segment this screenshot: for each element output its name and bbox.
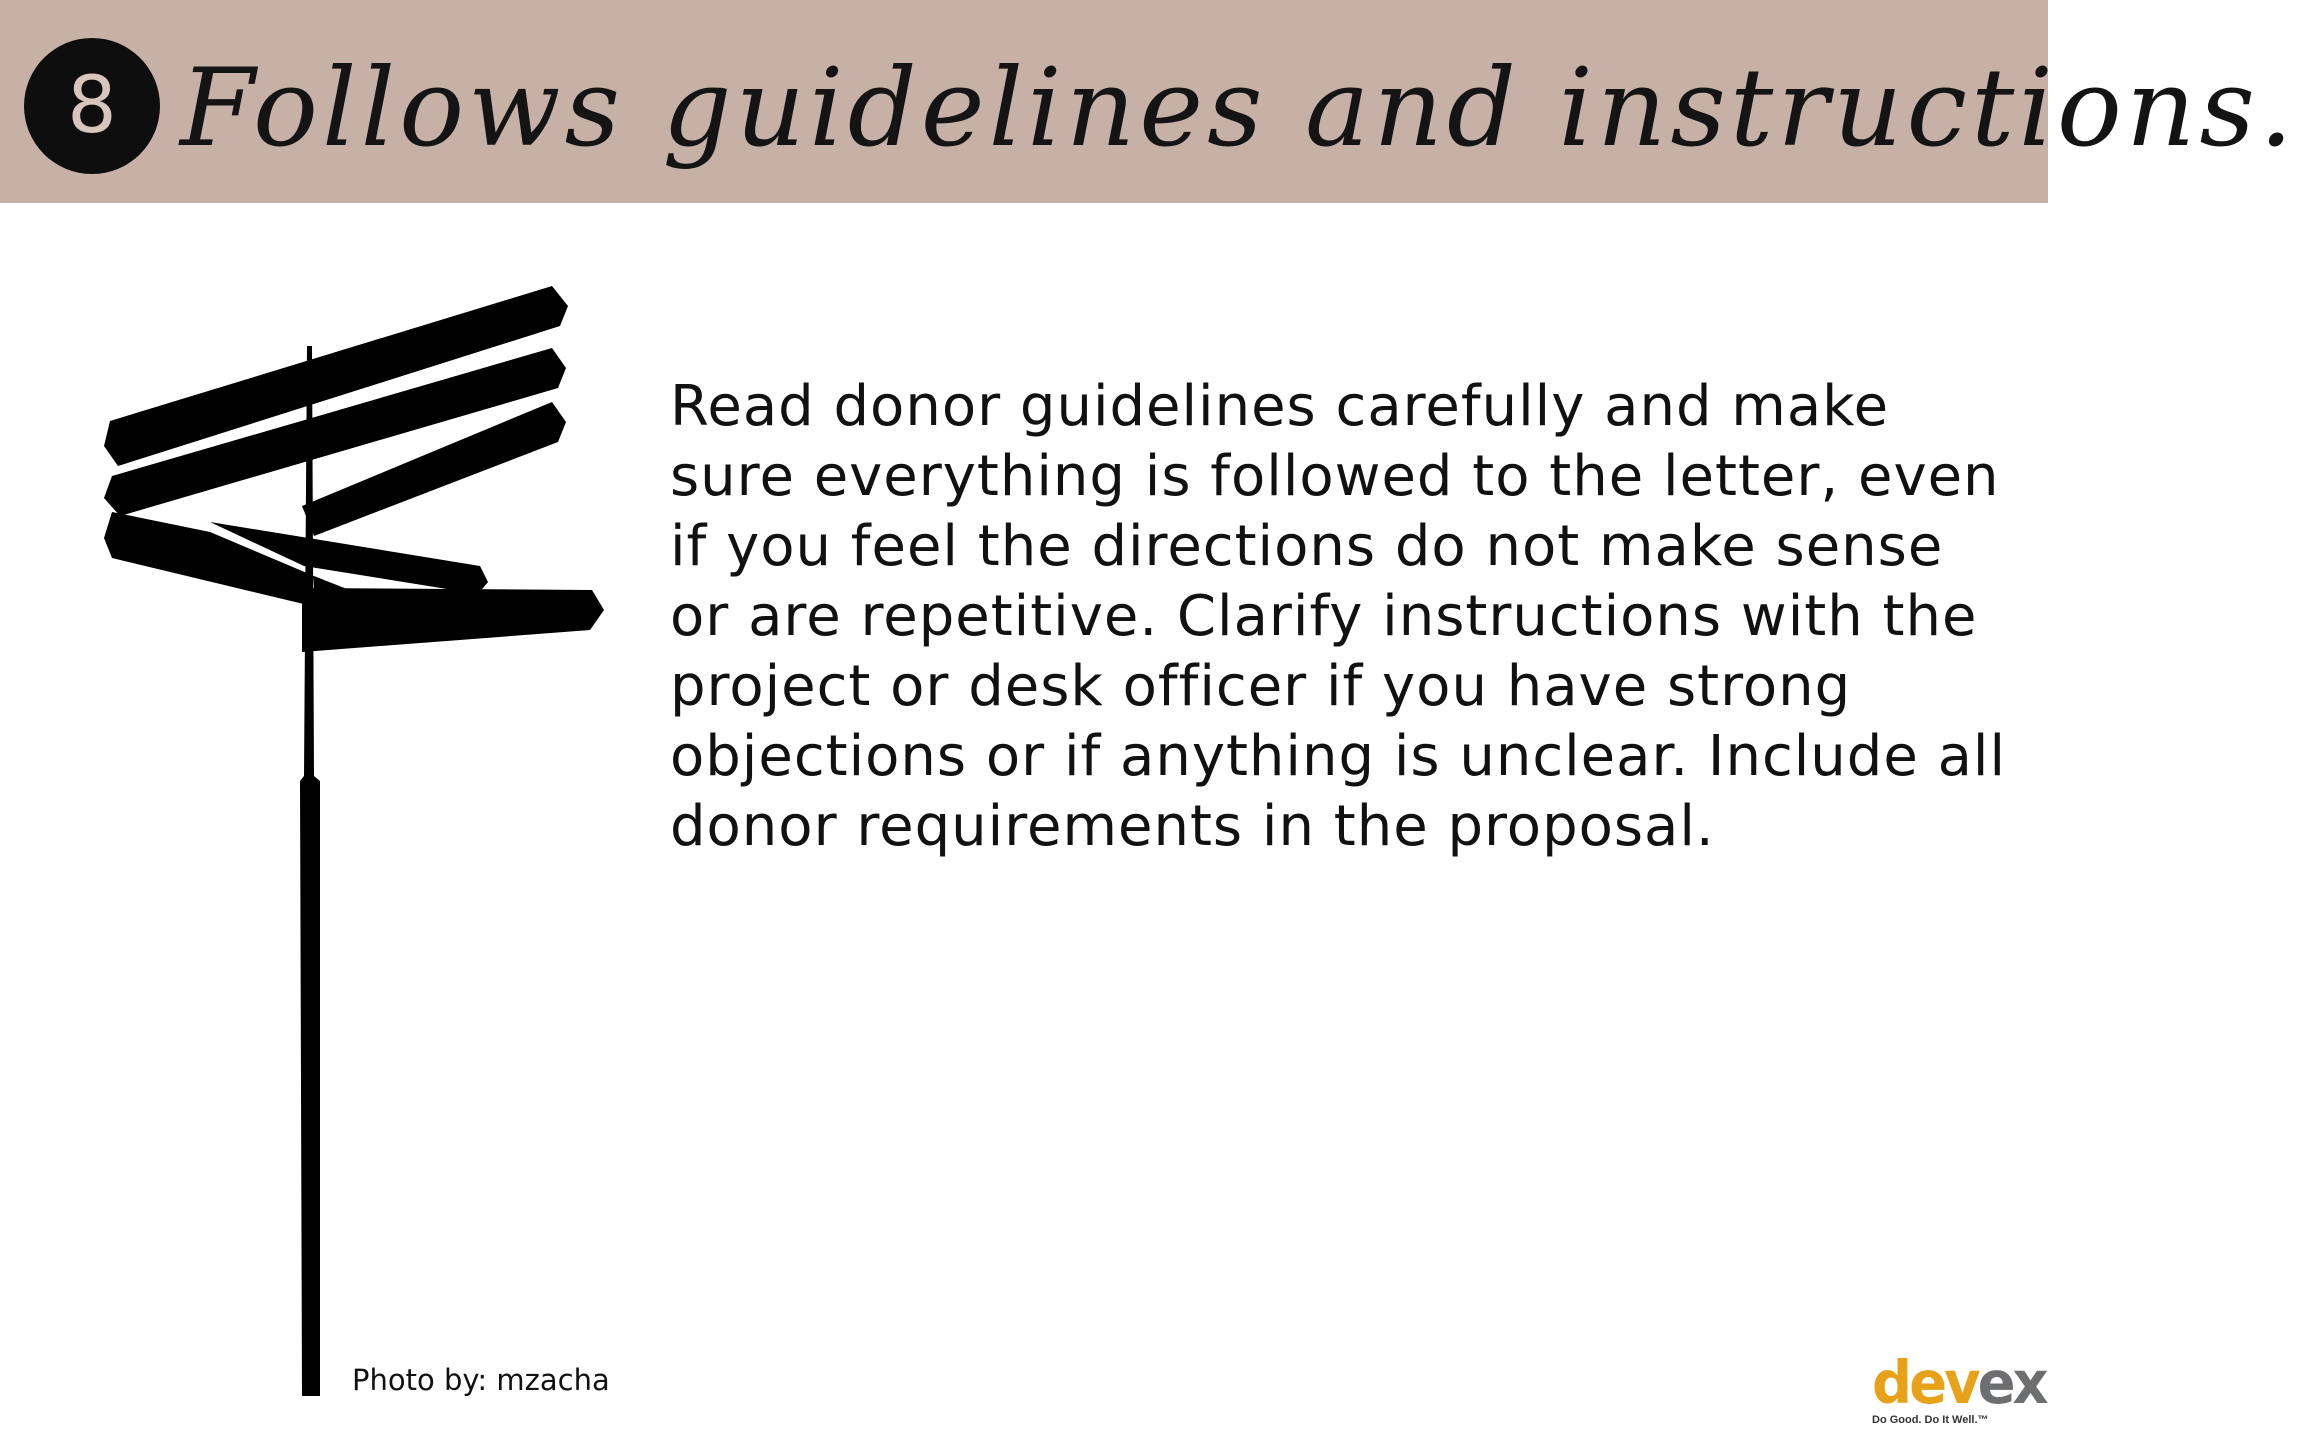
photo-credit: Photo by: mzacha (352, 1363, 610, 1397)
signpost-silhouette-icon (90, 276, 630, 1406)
paragraph-line: objections or if anything is unclear. Include all (670, 724, 2007, 789)
paragraph-line: if you feel the directions do not make sense (670, 514, 1944, 579)
logo-tagline: Do Good. Do It Well.™ (1872, 1414, 1989, 1426)
paragraph-line: sure everything is followed to the letter, even (670, 444, 2000, 509)
logo-word-part1: dev (1872, 1349, 1978, 1418)
logo-wordmark (1872, 1349, 2046, 1418)
logo-word-part2: ex (1977, 1349, 2046, 1418)
paragraph-line: Read donor guidelines carefully and make (670, 374, 1890, 439)
number-badge-label: 8 (67, 61, 117, 151)
body-paragraph (670, 372, 2020, 862)
signpost-arm-4 (104, 512, 314, 606)
paragraph-line: donor requirements in the proposal. (670, 794, 1715, 859)
number-badge (24, 38, 160, 174)
paragraph-line: project or desk officer if you have strong (670, 654, 1852, 719)
devex-logo (1872, 1349, 2046, 1428)
paragraph-line: or are repetitive. Clarify instructions with the (670, 584, 1978, 649)
page-title: Follows guidelines and instructions. (180, 45, 2297, 171)
